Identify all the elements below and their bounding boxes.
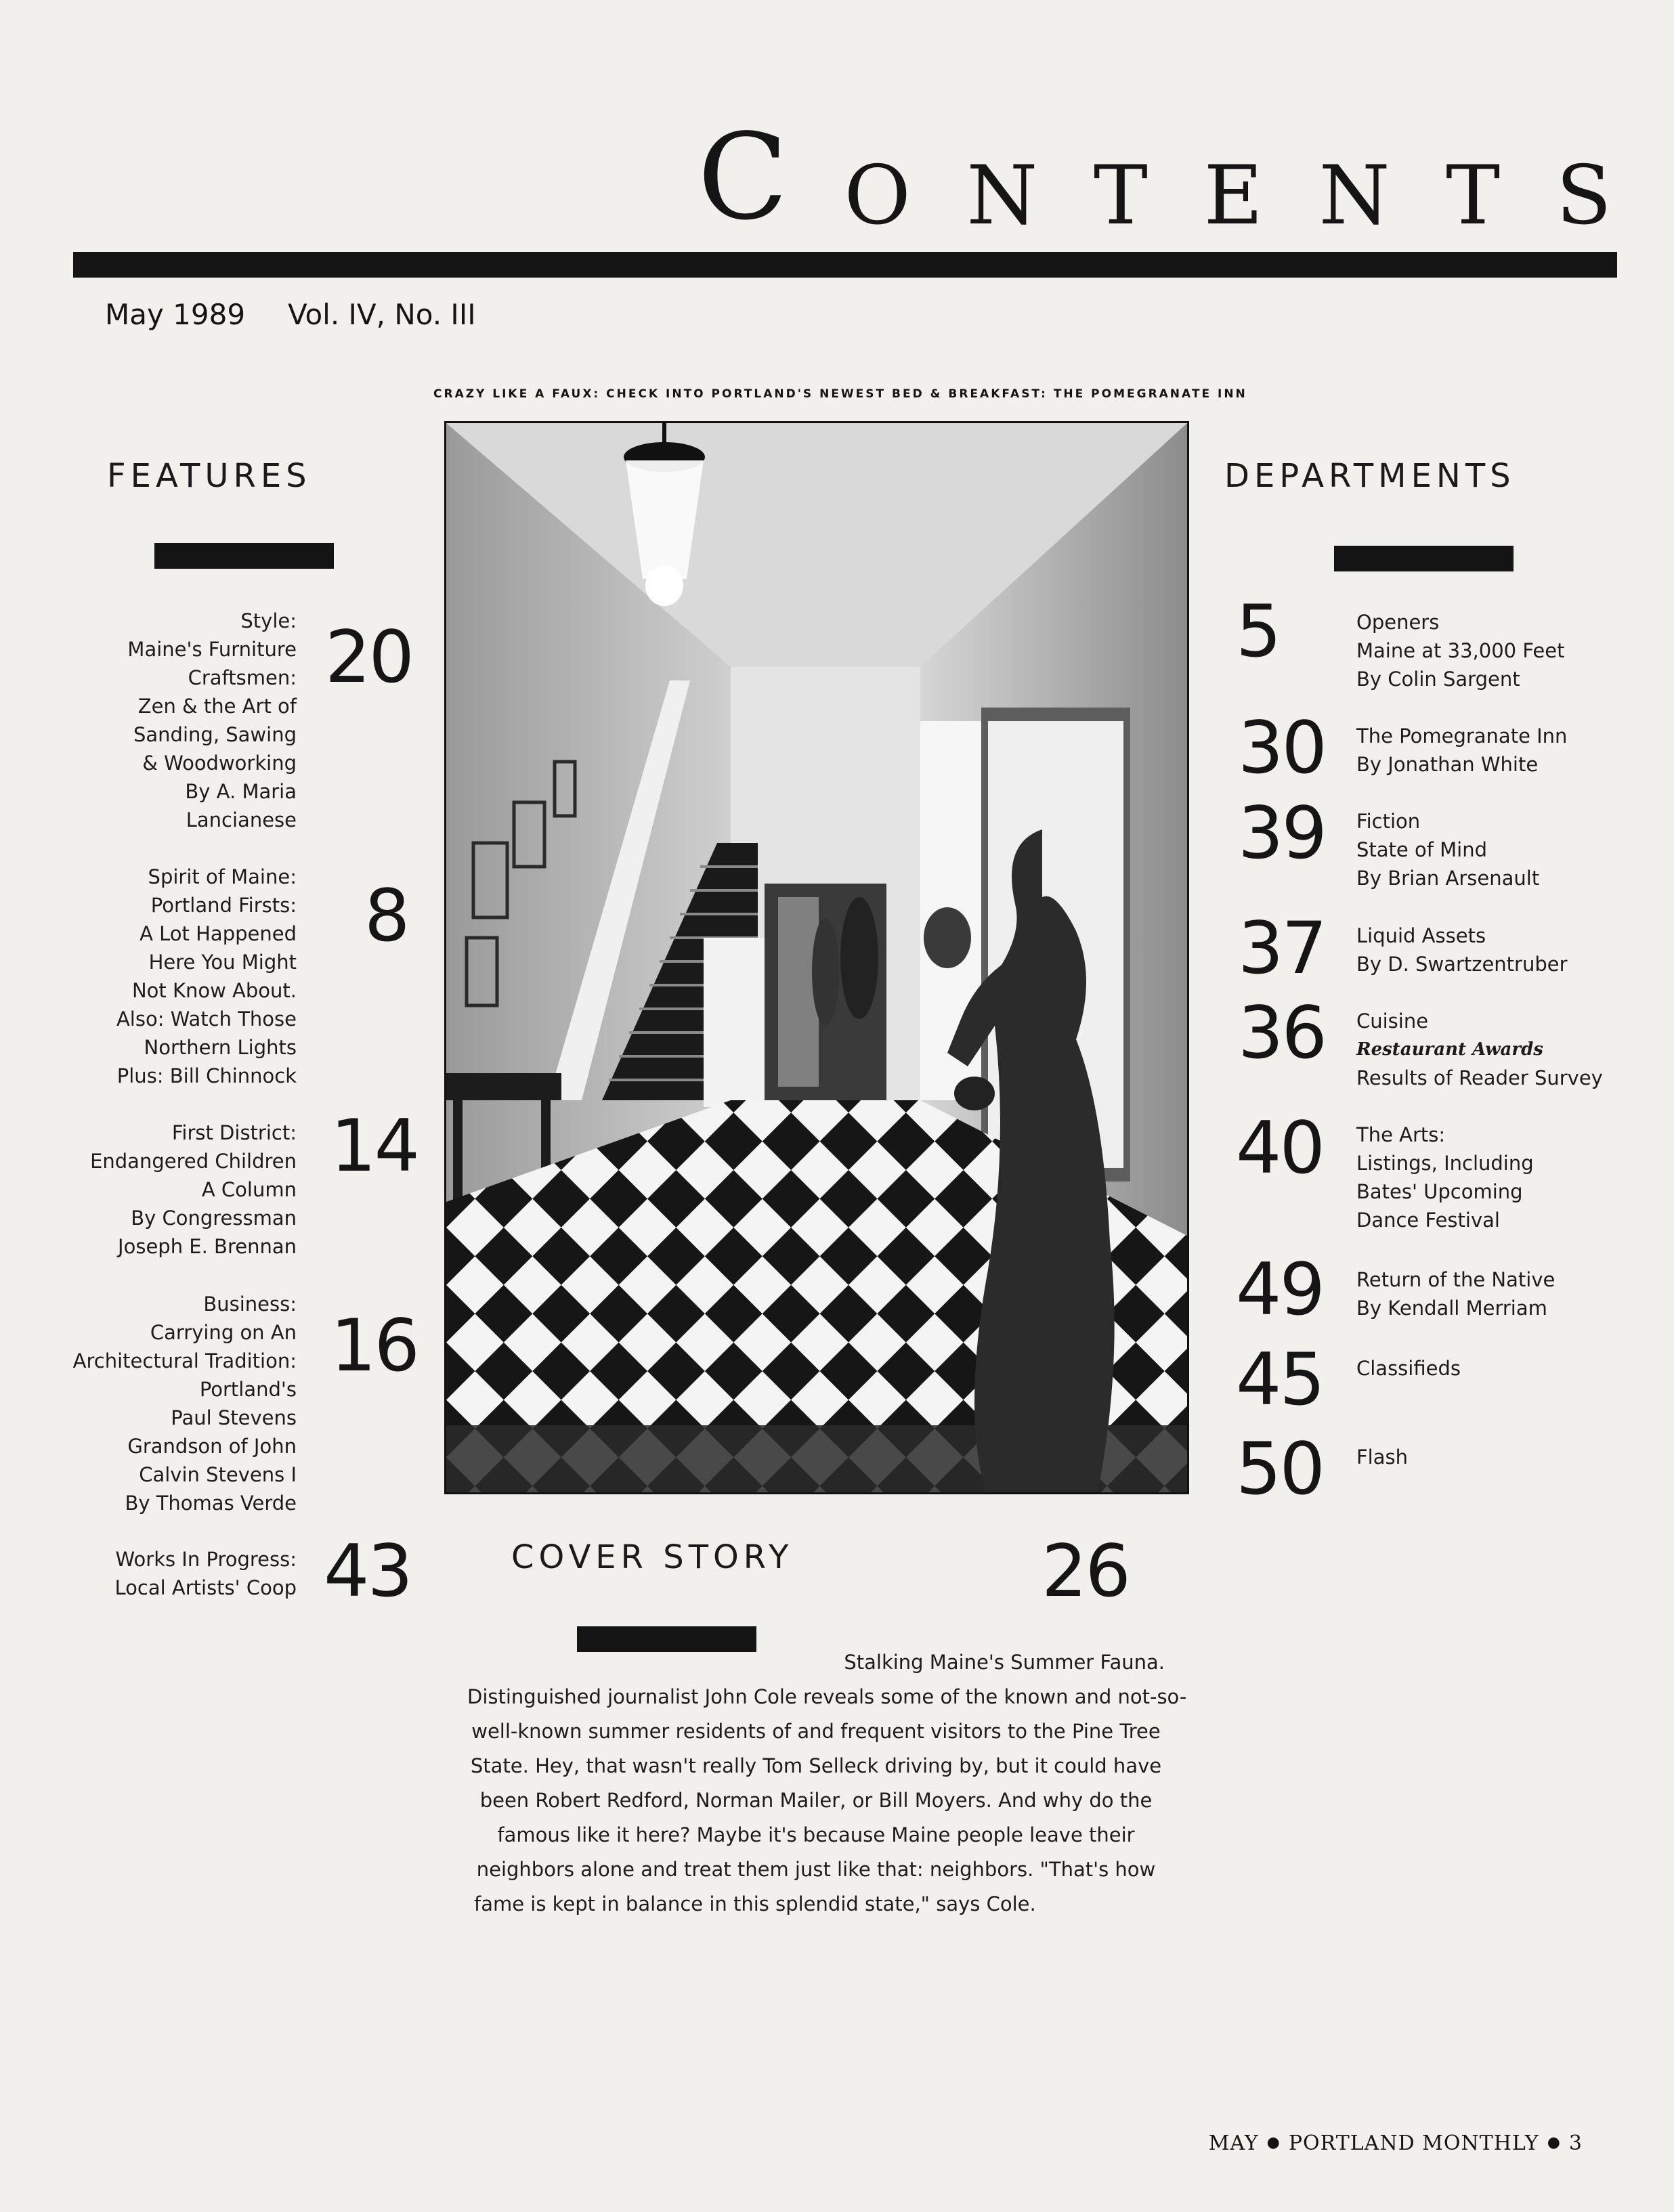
department-line: By Brian Arsenault (1356, 867, 1540, 890)
department-page-number: 37 (1238, 907, 1325, 990)
feature-page-number: 14 (330, 1104, 418, 1188)
title-letter: E (1203, 149, 1264, 243)
feature-line: By Congressman (131, 1207, 297, 1230)
footer-page-number: 3 (1568, 2131, 1583, 2155)
department-line: Classifieds (1356, 1357, 1461, 1380)
department-item (1356, 1121, 1654, 1234)
department-page-number: 5 (1236, 590, 1280, 673)
page-footer (1209, 2131, 1583, 2155)
title-letter: C (698, 109, 788, 246)
feature-line: Style: (240, 609, 297, 632)
department-line: The Pomegranate Inn (1356, 724, 1568, 747)
feature-line: Sanding, Sawing (133, 723, 297, 746)
department-line: Cuisine (1356, 1010, 1429, 1033)
feature-page-number: 16 (330, 1304, 418, 1387)
department-page-number: 30 (1238, 706, 1325, 789)
department-line: Restaurant Awards (1356, 1039, 1543, 1060)
feature-line: Works In Progress: (115, 1548, 297, 1571)
feature-line: Northern Lights (144, 1036, 297, 1059)
feature-item (12, 1545, 297, 1602)
department-item (1356, 1354, 1654, 1383)
issue-volume: Vol. IV, No. III (288, 298, 476, 331)
cover-story-text (467, 1645, 1187, 1922)
feature-line: A Column (201, 1178, 297, 1201)
footer-magazine: PORTLAND MONTHLY (1288, 2131, 1539, 2155)
cover-story-page-number: 26 (1042, 1530, 1129, 1613)
department-line: Bates' Upcoming (1356, 1180, 1523, 1203)
feature-line: Zen & the Art of (137, 695, 297, 718)
cover-story-line: State. Hey, that wasn't really Tom Selleck driving by, but it could have (470, 1754, 1162, 1777)
department-page-number: 40 (1236, 1106, 1323, 1190)
feature-line: Joseph E. Brennan (118, 1235, 297, 1258)
feature-line: Portland Firsts: (150, 894, 297, 917)
feature-line: Paul Stevens (171, 1406, 297, 1429)
feature-line: Architectural Tradition: (72, 1349, 297, 1372)
feature-line: Local Artists' Coop (114, 1576, 297, 1599)
feature-line: Lancianese (186, 808, 297, 831)
department-line: Fiction (1356, 810, 1421, 833)
bullet-icon: ● (1547, 2134, 1561, 2151)
department-line: State of Mind (1356, 838, 1488, 861)
cover-story-heading: COVER STORY (511, 1538, 794, 1576)
department-line: Results of Reader Survey (1356, 1066, 1603, 1089)
title-letter: N (1318, 149, 1390, 243)
title-letter: O (844, 149, 911, 243)
features-heading: FEATURES (107, 457, 312, 495)
page-title (698, 108, 1612, 246)
bullet-icon: ● (1266, 2134, 1281, 2151)
department-line: Openers (1356, 611, 1440, 634)
department-item (1356, 1443, 1654, 1471)
feature-line: Business: (203, 1293, 297, 1316)
department-item (1356, 722, 1654, 779)
issue-date: May 1989 (105, 298, 246, 331)
department-line: Flash (1356, 1446, 1408, 1469)
cover-story-line: been Robert Redford, Norman Mailer, or Bill Moyers. And why do the (479, 1789, 1153, 1812)
department-line: Listings, Including (1356, 1152, 1534, 1175)
department-line: Maine at 33,000 Feet (1356, 639, 1565, 662)
foyer-photo-illustration (446, 423, 1187, 1492)
cover-story-line: famous like it here? Maybe it's because Maine people leave their (497, 1823, 1135, 1846)
feature-line: First District: (171, 1121, 297, 1144)
cover-photo (444, 421, 1189, 1494)
feature-item (12, 607, 297, 834)
header-rule (73, 252, 1617, 278)
feature-page-number: 43 (324, 1530, 411, 1613)
feature-item (12, 1290, 297, 1517)
feature-line: A Lot Happened (140, 922, 297, 945)
title-letter: N (966, 149, 1038, 243)
feature-line: Craftsmen: (188, 666, 297, 689)
feature-line: & Woodworking (142, 752, 297, 775)
department-line: Return of the Native (1356, 1268, 1555, 1291)
department-item (1356, 1265, 1654, 1322)
feature-item (12, 1119, 297, 1261)
department-page-number: 49 (1236, 1248, 1323, 1331)
features-bar (154, 543, 334, 569)
feature-line: Grandson of John (127, 1435, 297, 1458)
cover-story-line: neighbors alone and treat them just like that: neighbors. "That's how (476, 1858, 1156, 1881)
department-line: By D. Swartzentruber (1356, 953, 1568, 976)
feature-item (12, 863, 297, 1090)
department-page-number: 36 (1238, 991, 1325, 1075)
department-page-number: 45 (1236, 1338, 1323, 1421)
cover-story-line: well-known summer residents of and frequent visitors to the Pine Tree (471, 1720, 1161, 1743)
feature-line: Endangered Children (90, 1150, 297, 1173)
department-line: Dance Festival (1356, 1209, 1500, 1232)
title-letter: S (1555, 149, 1612, 243)
cover-story-line: Stalking Maine's Summer Fauna. (844, 1651, 1165, 1674)
title-letter: T (1093, 149, 1148, 243)
cover-story-line: fame is kept in balance in this splendid state," says Cole. (474, 1892, 1036, 1915)
department-item (1356, 807, 1654, 892)
department-line: The Arts: (1356, 1123, 1446, 1146)
feature-line: By A. Maria (185, 780, 297, 803)
department-line: By Colin Sargent (1356, 668, 1520, 691)
departments-bar (1334, 546, 1514, 571)
feature-line: Here You Might (148, 951, 297, 974)
department-line: By Jonathan White (1356, 753, 1539, 776)
department-line: Liquid Assets (1356, 924, 1486, 947)
feature-line: Spirit of Maine: (148, 865, 297, 888)
feature-line: Portland's (199, 1378, 297, 1401)
title-letter: T (1446, 149, 1501, 243)
photo-caption: CRAZY LIKE A FAUX: CHECK INTO PORTLAND'S NEWEST BED & BREAKFAST: THE POMEGRANATE INN (433, 387, 1247, 401)
feature-line: Not Know About. (131, 979, 297, 1002)
feature-line: Plus: Bill Chinnock (116, 1064, 297, 1087)
feature-line: Carrying on An (150, 1321, 297, 1344)
feature-page-number: 8 (364, 874, 408, 957)
feature-line: By Thomas Verde (125, 1492, 297, 1515)
department-page-number: 39 (1238, 791, 1325, 875)
footer-month: MAY (1208, 2131, 1259, 2155)
feature-page-number: 20 (325, 615, 412, 699)
feature-line: Maine's Furniture (127, 638, 297, 661)
department-item (1356, 1007, 1654, 1092)
department-line: By Kendall Merriam (1356, 1297, 1547, 1320)
cover-story-line: Distinguished journalist John Cole reveals some of the known and not-so- (467, 1685, 1187, 1708)
departments-heading: DEPARTMENTS (1224, 457, 1516, 495)
department-page-number: 50 (1236, 1427, 1323, 1511)
department-item (1356, 921, 1654, 978)
feature-line: Also: Watch Those (116, 1007, 297, 1031)
department-item (1356, 608, 1654, 693)
feature-line: Calvin Stevens I (139, 1463, 297, 1486)
